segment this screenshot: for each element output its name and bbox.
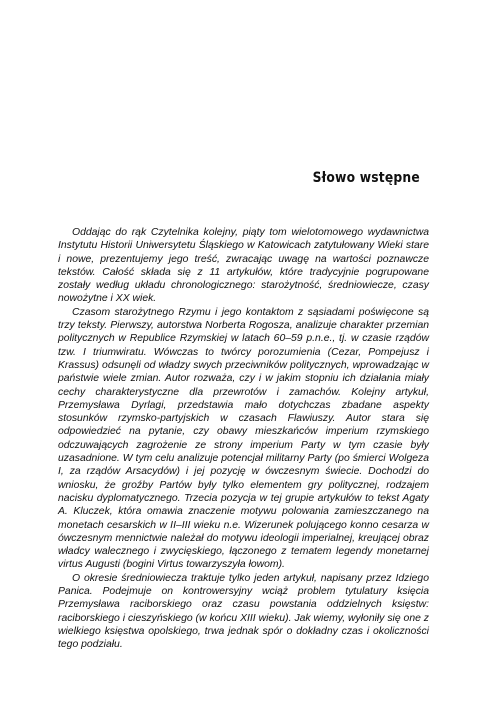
paragraph-intro: Oddając do rąk Czytelnika kolejny, piąty tom wielotomowego wydawnictwa Instytutu Historii Uniwersytetu Śląskiego w Katowicach zatytułowany Wieki stare i nowe, prezentujemy jego treść, zwracając uwagę na wartości poznawcze tekstów. Całość składa się z 11 artykułów, które tradycyjnie pogrupowane zostały według układu chronologicznego: starożytność, średniowiecze, czasy nowożytne i XX wiek.: [58, 227, 429, 305]
section-heading: Słowo wstępne: [312, 170, 420, 186]
body-text: [58, 226, 429, 652]
paragraph-middle-ages: O okresie średniowiecza traktuje tylko jeden artykuł, napisany przez Idziego Panica. Podejmuje on kontrowersyjny wciąż problem tytulatury księcia Przemysława raciborskiego oraz czasu powstania oddzielnych księstw: raciborskiego i cieszyńskiego (w końcu XIII wieku). Jak wiemy, wyłoniły się one z wielkiego księstwa opolskiego, trwa jednak spór o dokładny czas i okoliczności tego podziału.: [58, 572, 429, 651]
paragraph-ancient-rome: Czasom starożytnego Rzymu i jego kontaktom z sąsiadami poświęcone są trzy teksty. Pierwszy, autorstwa Norberta Rogosza, analizuje charakter przemian politycznych w Republice Rzymskiej w latach 60–59 p.n.e., tj. w czasie rządów tzw. I triumwiratu. Wówczas to twórcy porozumienia (Cezar, Pompejusz i Krassus) odsunęli od władzy swych przeciwników politycznych, wprowadzając w państwie wiele zmian. Autor rozważa, czy i w jakim stopniu ich działania miały cechy charakterystyczne dla przewrotów i zamachów. Kolejny artykuł, Przemysława Dyrlagi, przedstawia mało dotychczas zbadane aspekty stosunków rzymsko-partyjskich w czasach Flawiuszy. Autor stara się odpowiedzieć na pytanie, czy obawy mieszkańców imperium rzymskiego odczuwających zagrożenie ze strony imperium Party w tym czasie były uzasadnione. W tym celu analizuje potencjał militarny Party (po śmierci Wolgeza I, za rządów Arsacydów) i jej pozycję w ówczesnym świecie. Dochodzi do wniosku, że groźby Partów były tylko elementem gry politycznej, rodzajem nacisku dyplomatycznego. Trzecia pozycja w tej grupie artykułów to tekst Agaty A. Kluczek, która omawia znaczenie motywu polowania zamieszczanego na monetach cesarskich w II–III wieku n.e. Wizerunek polującego konno cesarza w ówczesnym mennictwie należał do motywu ideologii imperialnej, kreującej obraz władcy walecznego i zwycięskiego, łączonego z tematem legendy monetarnej virtus Augusti (bogini Virtus towarzyszyła łowom).: [58, 306, 429, 571]
